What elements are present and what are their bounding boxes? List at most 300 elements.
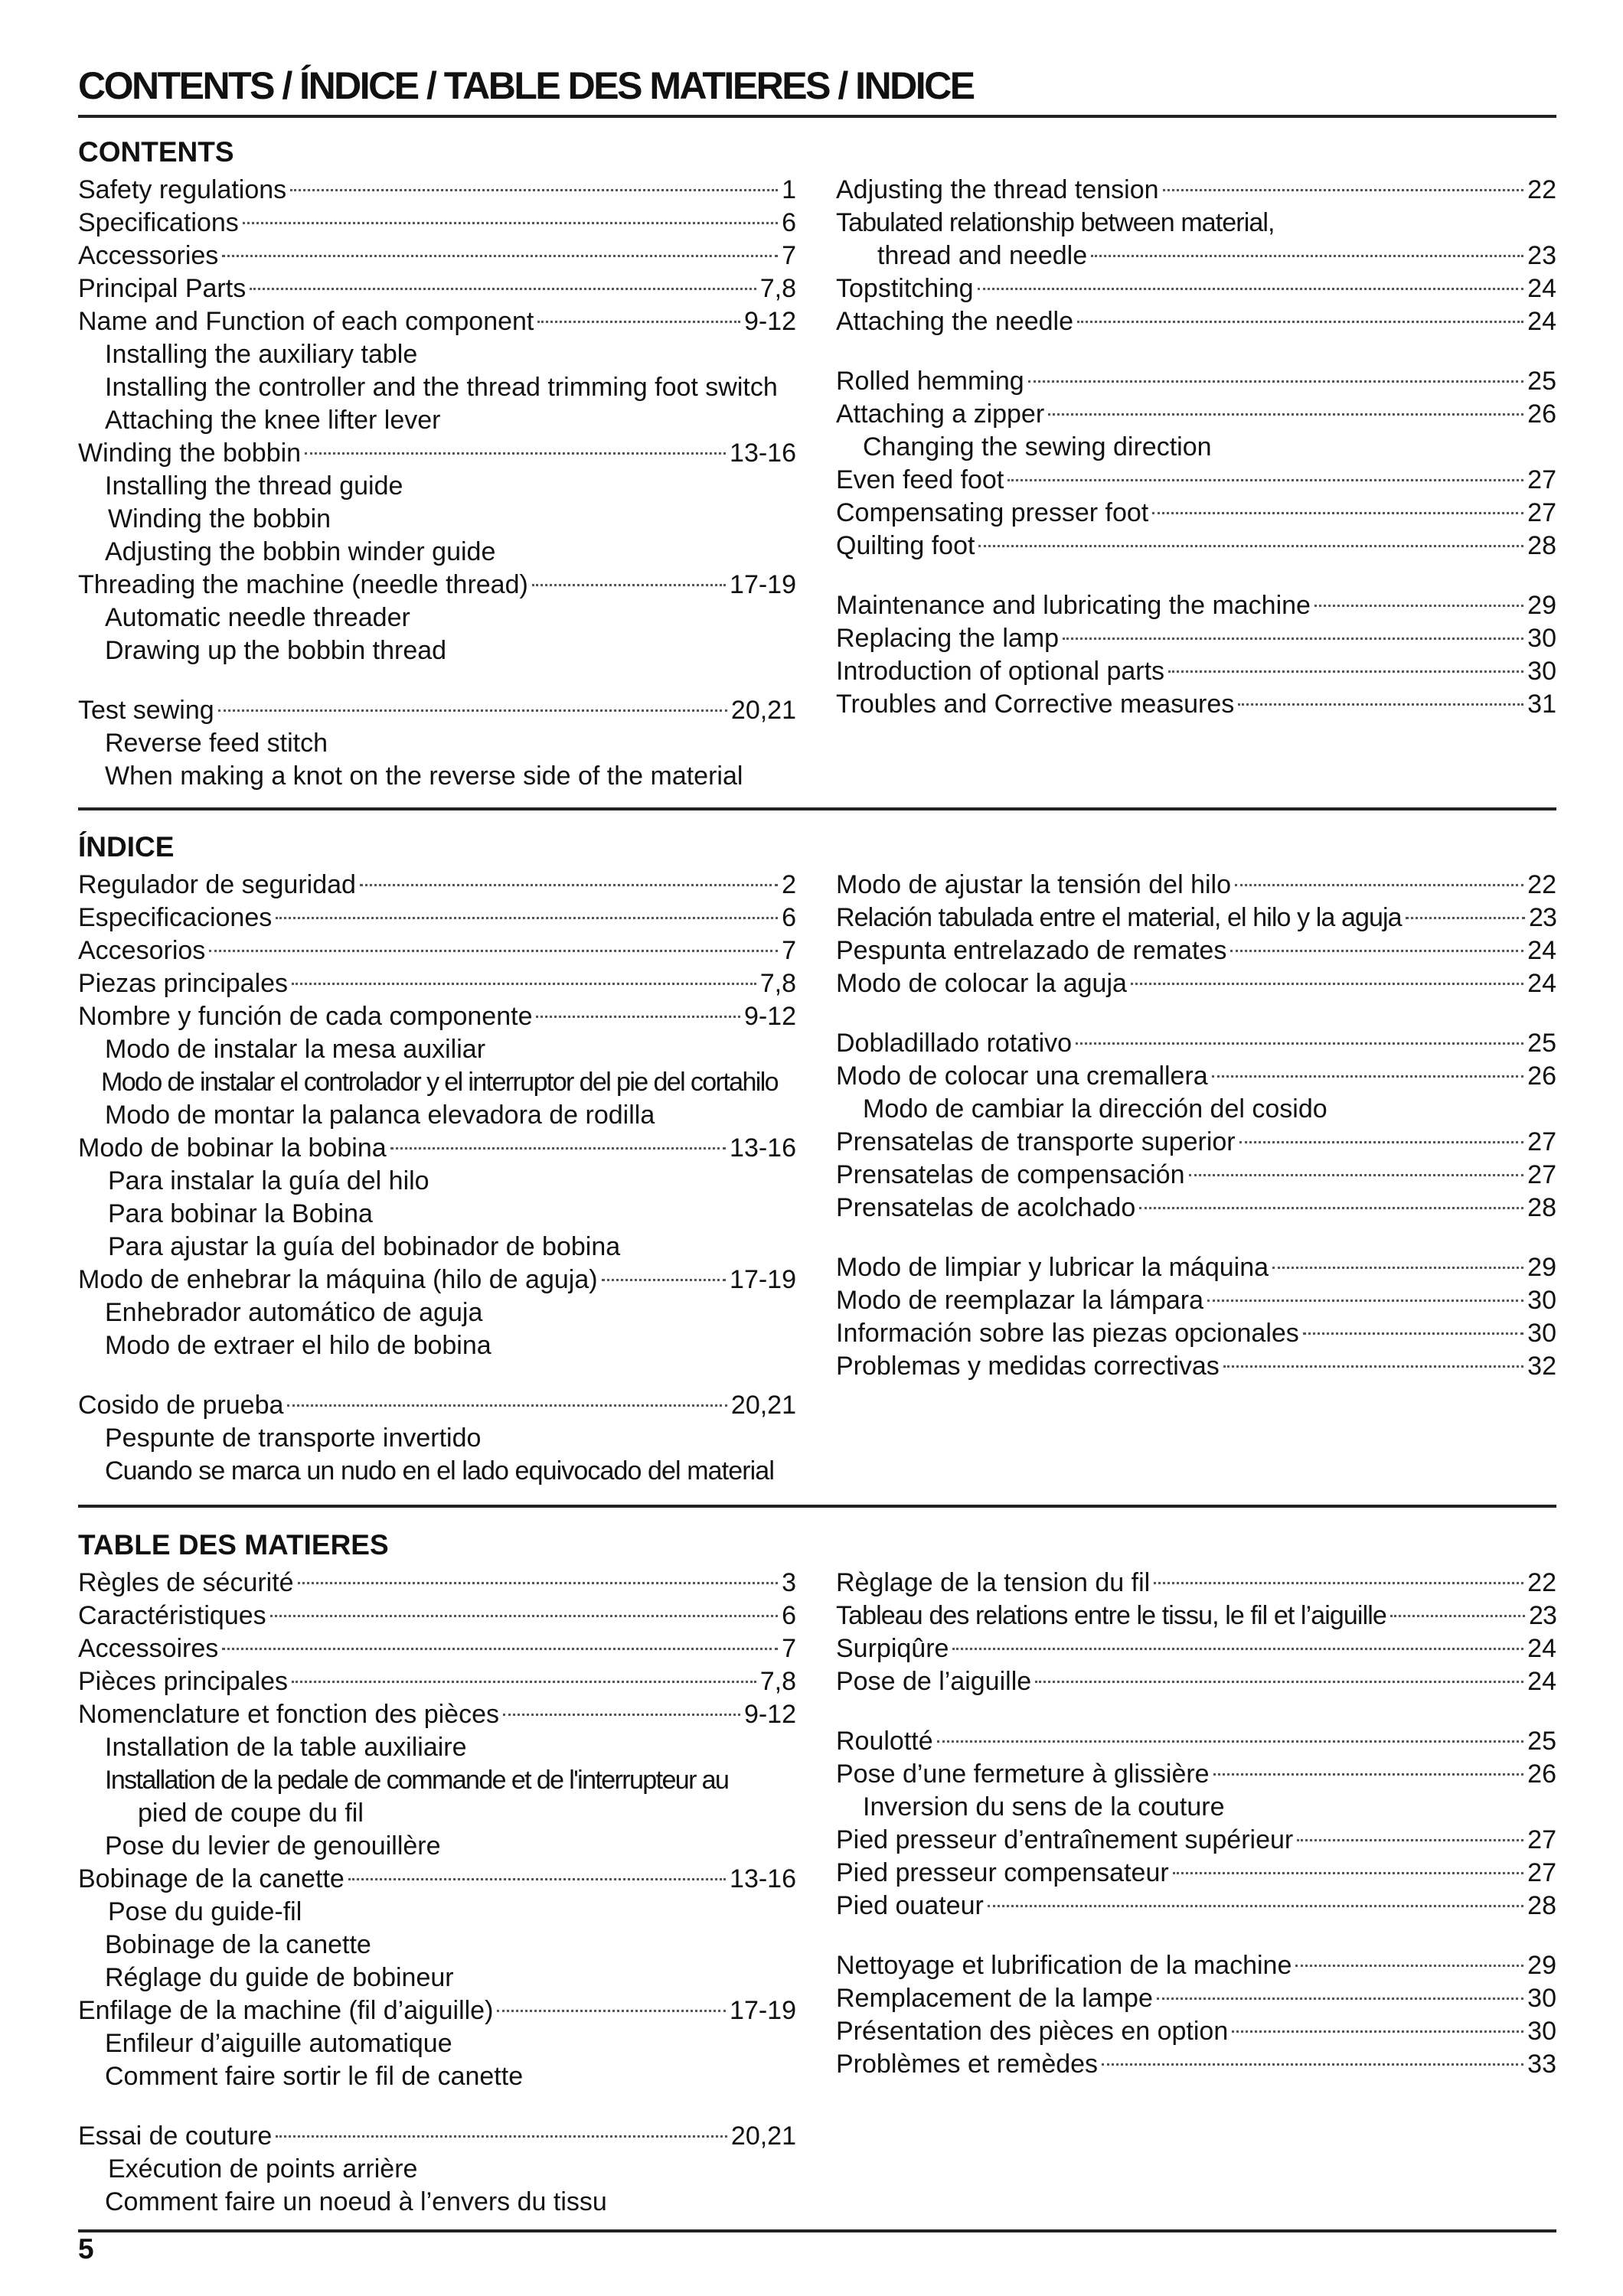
toc-subentry[interactable]: Comment faire un noeud à l’envers du tissu: [105, 2187, 607, 2216]
entry-label: Información sobre las piezas opcionales: [836, 1319, 1299, 1348]
entry-page: 30: [1527, 1286, 1556, 1315]
entry-label: Pespunta entrelazado de remates: [836, 936, 1227, 965]
entry-page: 25: [1527, 1727, 1556, 1756]
toc-entry-optional-parts[interactable]: [836, 655, 1556, 688]
entry-page: 17-19: [730, 570, 796, 599]
entry-page: 27: [1527, 465, 1556, 494]
dot-leader: [390, 1147, 726, 1150]
toc-entry-name-function[interactable]: [78, 1000, 796, 1033]
entry-page: 17-19: [730, 1265, 796, 1294]
dot-leader: [1303, 1332, 1523, 1335]
entry-label: Safety regulations: [78, 175, 287, 204]
entry-page: 9-12: [743, 1002, 796, 1031]
toc-entry-winding[interactable]: [78, 1132, 796, 1165]
dot-leader: [1163, 189, 1524, 191]
entry-page: 24: [1527, 1634, 1556, 1663]
dot-leader: [503, 1714, 740, 1716]
entry-label: Problemas y medidas correctivas: [836, 1352, 1220, 1381]
toc-entry-winding[interactable]: [78, 1863, 796, 1896]
entry-page: 28: [1527, 1193, 1556, 1222]
page-title: CONTENTS / ÍNDICE / TABLE DES MATIERES / INDICE: [78, 64, 974, 107]
toc-subentry[interactable]: Para instalar la guía del hilo: [108, 1166, 429, 1195]
entry-page: 17-19: [730, 1996, 796, 2025]
toc-entry-quilting[interactable]: [836, 1192, 1556, 1225]
dot-leader: [1232, 2030, 1523, 2033]
entry-page: 23: [1528, 1601, 1556, 1630]
toc-entry-specifications[interactable]: [78, 1600, 796, 1632]
entry-page: 9-12: [743, 307, 796, 336]
dot-leader: [1406, 917, 1525, 919]
toc-subentry[interactable]: Installation de la table auxiliaire: [105, 1733, 467, 1762]
entry-label: Tableau des relations entre le tissu, le fil et l’aiguille: [836, 1601, 1386, 1630]
entry-page: 28: [1527, 531, 1556, 560]
contents-left-column: [78, 174, 796, 793]
toc-entry-threading[interactable]: [78, 569, 796, 602]
entry-label: Troubles and Corrective measures: [836, 690, 1235, 719]
entry-label: Modo de reemplazar la lámpara: [836, 1286, 1204, 1315]
entry-page: 7,8: [759, 274, 796, 303]
toc-subentry[interactable]: Modo de extraer el hilo de bobina: [105, 1331, 491, 1360]
entry-page: 20,21: [730, 1391, 796, 1420]
toc-entry-maintenance[interactable]: [836, 1949, 1556, 1982]
toc-entry-even-feed[interactable]: [836, 464, 1556, 497]
dot-leader: [348, 1878, 726, 1880]
toc-subentry[interactable]: Bobinage de la canette: [105, 1930, 371, 1959]
indice-left-column: [78, 869, 796, 1488]
entry-label: Principal Parts: [78, 274, 247, 303]
dot-leader: [978, 545, 1523, 547]
dot-leader: [1035, 1681, 1523, 1683]
toc-entry-even-feed[interactable]: [836, 1126, 1556, 1159]
dot-leader: [537, 321, 740, 323]
entry-page: 7: [782, 936, 796, 965]
toc-entry-quilting[interactable]: [836, 1890, 1556, 1923]
entry-label: Winding the bobbin: [78, 439, 302, 468]
toc-subentry[interactable]: Enhebrador automático de aguja: [105, 1298, 483, 1327]
entry-page: 25: [1527, 367, 1556, 396]
entry-page: 32: [1527, 1352, 1556, 1381]
entry-label: Rolled hemming: [836, 367, 1024, 396]
entry-page: 3: [782, 1568, 796, 1597]
section-rule: [78, 1505, 1556, 1508]
tdm-right-column: [836, 1567, 1556, 2081]
dot-leader: [532, 584, 726, 586]
entry-label: Threading the machine (needle thread): [78, 570, 528, 599]
dot-leader: [1028, 380, 1524, 383]
spacer: [836, 1698, 1556, 1725]
entry-page: 26: [1527, 400, 1556, 429]
contents-right-column: [836, 174, 1556, 721]
entry-label: Nomenclature et fonction des pièces: [78, 1700, 499, 1729]
entry-label: Test sewing: [78, 696, 214, 725]
entry-page: 22: [1527, 870, 1556, 899]
entry-page: 2: [782, 870, 796, 899]
toc-entry-needle[interactable]: [836, 1665, 1556, 1698]
entry-label: Cosido de prueba: [78, 1391, 284, 1420]
toc-entry-thread-tension[interactable]: [836, 1567, 1556, 1600]
entry-page: 31: [1527, 690, 1556, 719]
toc-entry-accessories[interactable]: [78, 1632, 796, 1665]
toc-entry-threading[interactable]: [78, 1264, 796, 1296]
toc-subentry[interactable]: Pose du guide-fil: [108, 1897, 302, 1926]
entry-label: Essai de couture: [78, 2122, 273, 2151]
entry-label: Modo de enhebrar la máquina (hilo de aguja): [78, 1265, 598, 1294]
toc-subentry[interactable]: Exécution de points arrière: [108, 2154, 418, 2183]
dot-leader: [602, 1279, 726, 1281]
dot-leader: [243, 222, 778, 224]
entry-label: Attaching the needle: [836, 307, 1074, 336]
toc-entry-needle[interactable]: [836, 967, 1556, 1000]
toc-entry-test-sewing[interactable]: [78, 1389, 796, 1422]
toc-entry-tabulated-line1[interactable]: Tabulated relationship between material,: [836, 208, 1275, 237]
entry-page: 27: [1527, 1825, 1556, 1854]
dot-leader: [1223, 1365, 1523, 1368]
toc-subentry[interactable]: Installing the auxiliary table: [105, 340, 418, 369]
entry-page: 7,8: [759, 969, 796, 998]
dot-leader: [1189, 1174, 1524, 1176]
section-heading-indice: ÍNDICE: [78, 831, 175, 863]
toc-entry-principal-parts[interactable]: [78, 272, 796, 305]
entry-label: Replacing the lamp: [836, 624, 1060, 653]
entry-label: Maintenance and lubricating the machine: [836, 591, 1311, 620]
toc-entry-tabulated[interactable]: [836, 240, 1556, 272]
entry-page: 6: [782, 903, 796, 932]
dot-leader: [290, 189, 778, 191]
dot-leader: [305, 452, 726, 455]
entry-page: 6: [782, 208, 796, 237]
spacer: [836, 1225, 1556, 1251]
entry-page: 30: [1527, 1319, 1556, 1348]
toc-entry-even-feed[interactable]: [836, 1824, 1556, 1857]
entry-label: Adjusting the thread tension: [836, 175, 1159, 204]
dot-leader: [1207, 1300, 1523, 1302]
entry-label: Modo de colocar la aguja: [836, 969, 1127, 998]
toc-subentry[interactable]: Installation de la pedale de commande et de l'interrupteur au: [105, 1766, 729, 1795]
entry-page: 24: [1527, 307, 1556, 336]
tdm-left-column: [78, 1567, 796, 2219]
entry-page: 13-16: [730, 1864, 796, 1893]
toc-entry-safety[interactable]: [78, 1567, 796, 1600]
dot-leader: [1235, 884, 1523, 886]
toc-entry-test-sewing[interactable]: [78, 694, 796, 727]
dot-leader: [937, 1740, 1524, 1743]
toc-subentry[interactable]: Réglage du guide de bobineur: [105, 1963, 454, 1992]
dot-leader: [276, 2135, 727, 2138]
toc-subentry[interactable]: Pose du levier de genouillère: [105, 1831, 441, 1861]
toc-subentry[interactable]: Cuando se marca un nudo en el lado equivocado del material: [105, 1456, 774, 1486]
page-number: 5: [78, 2233, 94, 2265]
entry-label: Name and Function of each component: [78, 307, 534, 336]
toc-entry-troubles[interactable]: [836, 2048, 1556, 2081]
toc-subentry-continued[interactable]: pied de coupe du fil: [138, 1799, 364, 1828]
entry-page: 6: [782, 1601, 796, 1630]
toc-subentry[interactable]: Enfileur d’aiguille automatique: [105, 2029, 452, 2058]
dot-leader: [1213, 1773, 1524, 1776]
entry-label: Specifications: [78, 208, 239, 237]
entry-page: 26: [1527, 1760, 1556, 1789]
entry-label: Nettoyage et lubrification de la machine: [836, 1951, 1292, 1980]
toc-entry-tabulated[interactable]: [836, 1600, 1556, 1632]
entry-label: Bobinage de la canette: [78, 1864, 345, 1893]
entry-page: 24: [1527, 969, 1556, 998]
toc-entry-needle[interactable]: [836, 305, 1556, 338]
entry-label: Présentation des pièces en option: [836, 2017, 1229, 2046]
entry-label: Relación tabulada entre el material, el hilo y la aguja: [836, 903, 1402, 932]
entry-page: 33: [1527, 2050, 1556, 2079]
title-rule: [78, 115, 1556, 118]
toc-entry-compensating[interactable]: [836, 1857, 1556, 1890]
entry-page: 22: [1527, 175, 1556, 204]
entry-label: Modo de bobinar la bobina: [78, 1133, 387, 1163]
entry-label: Règles de sécurité: [78, 1568, 294, 1597]
toc-subentry[interactable]: Modo de cambiar la dirección del cosido: [863, 1094, 1327, 1124]
dot-leader: [222, 255, 778, 257]
toc-subentry[interactable]: Modo de instalar el controlador y el interruptor del pie del cortahilo: [101, 1068, 778, 1097]
entry-page: 20,21: [730, 2122, 796, 2151]
toc-subentry[interactable]: Drawing up the bobbin thread: [105, 636, 447, 665]
entry-label: thread and needle: [877, 241, 1088, 270]
toc-entry-tabulated[interactable]: [836, 902, 1556, 934]
entry-label: Accesorios: [78, 936, 206, 965]
entry-page: 29: [1527, 1253, 1556, 1282]
toc-entry-topstitching[interactable]: [836, 934, 1556, 967]
toc-subentry[interactable]: Installing the controller and the thread trimming foot switch: [105, 373, 778, 402]
toc-subentry[interactable]: When making a knot on the reverse side of the material: [105, 762, 743, 791]
spacer: [836, 1923, 1556, 1949]
toc-subentry[interactable]: Automatic needle threader: [105, 603, 410, 632]
entry-label: Roulotté: [836, 1727, 933, 1756]
spacer: [78, 1362, 796, 1389]
section-heading-contents: CONTENTS: [78, 136, 234, 168]
entry-page: 30: [1527, 624, 1556, 653]
entry-label: Problèmes et remèdes: [836, 2050, 1099, 2079]
entry-label: Attaching a zipper: [836, 400, 1045, 429]
dot-leader: [270, 1615, 778, 1617]
entry-page: 30: [1527, 2017, 1556, 2046]
spacer: [836, 1000, 1556, 1027]
entry-label: Pied ouateur: [836, 1891, 984, 1920]
toc-entry-thread-tension[interactable]: [836, 174, 1556, 207]
dot-leader: [1063, 638, 1523, 640]
toc-subentry[interactable]: Changing the sewing direction: [863, 432, 1212, 461]
dot-leader: [1154, 1582, 1523, 1584]
entry-page: 26: [1527, 1062, 1556, 1091]
dot-leader: [1314, 605, 1523, 607]
dot-leader: [978, 288, 1524, 290]
entry-label: Especificaciones: [78, 903, 273, 932]
entry-label: Règlage de la tension du fil: [836, 1568, 1151, 1597]
toc-entry-troubles[interactable]: [836, 1350, 1556, 1383]
toc-subentry[interactable]: Para ajustar la guía del bobinador de bobina: [108, 1232, 621, 1261]
toc-entry-zipper[interactable]: [836, 1060, 1556, 1093]
entry-label: Prensatelas de compensación: [836, 1160, 1185, 1189]
entry-page: 24: [1527, 1667, 1556, 1696]
dot-leader: [298, 1582, 778, 1584]
dot-leader: [292, 983, 756, 985]
entry-page: 24: [1527, 274, 1556, 303]
toc-entry-lamp[interactable]: [836, 1284, 1556, 1317]
toc-entry-winding[interactable]: [78, 437, 796, 470]
indice-right-column: [836, 869, 1556, 1383]
dot-leader: [1297, 1839, 1523, 1841]
spacer: [78, 667, 796, 694]
toc-entry-topstitching[interactable]: [836, 1632, 1556, 1665]
dot-leader: [1157, 1998, 1523, 2000]
entry-label: Pied presseur compensateur: [836, 1858, 1169, 1887]
toc-entry-compensating[interactable]: [836, 497, 1556, 530]
toc-entry-accessories[interactable]: [78, 934, 796, 967]
toc-subentry[interactable]: Adjusting the bobbin winder guide: [105, 537, 496, 566]
entry-label: Pied presseur d’entraînement supérieur: [836, 1825, 1294, 1854]
entry-label: Modo de colocar una cremallera: [836, 1062, 1208, 1091]
toc-subentry[interactable]: Installing the thread guide: [105, 471, 403, 501]
dot-leader: [952, 1648, 1523, 1650]
toc-entry-test-sewing[interactable]: [78, 2120, 796, 2153]
toc-entry-accessories[interactable]: [78, 240, 796, 272]
toc-entry-safety[interactable]: [78, 174, 796, 207]
dot-leader: [1238, 703, 1523, 706]
toc-entry-principal-parts[interactable]: [78, 967, 796, 1000]
toc-entry-compensating[interactable]: [836, 1159, 1556, 1192]
entry-page: 9-12: [743, 1700, 796, 1729]
dot-leader: [1239, 1141, 1524, 1143]
toc-entry-threading[interactable]: [78, 1994, 796, 2027]
spacer: [78, 2093, 796, 2120]
entry-label: Remplacement de la lampe: [836, 1984, 1153, 2013]
entry-page: 7: [782, 1634, 796, 1663]
toc-entry-specifications[interactable]: [78, 902, 796, 934]
entry-label: Even feed foot: [836, 465, 1004, 494]
section-heading-table-des-matieres: TABLE DES MATIERES: [78, 1529, 389, 1561]
dot-leader: [1272, 1267, 1523, 1269]
toc-subentry[interactable]: Pespunte de transporte invertido: [105, 1424, 482, 1453]
entry-page: 13-16: [730, 439, 796, 468]
dot-leader: [292, 1681, 756, 1683]
toc-entry-rolled-hemming[interactable]: [836, 1725, 1556, 1758]
entry-label: Accessoires: [78, 1634, 219, 1663]
toc-entry-thread-tension[interactable]: [836, 869, 1556, 902]
dot-leader: [360, 884, 778, 886]
entry-label: Accessories: [78, 241, 219, 270]
toc-entry-rolled-hemming[interactable]: [836, 365, 1556, 398]
entry-label: Quilting foot: [836, 531, 975, 560]
entry-page: 27: [1527, 1127, 1556, 1156]
entry-label: Enfilage de la machine (fil d’aiguille): [78, 1996, 494, 2025]
entry-label: Introduction of optional parts: [836, 657, 1165, 686]
entry-label: Nombre y función de cada componente: [78, 1002, 533, 1031]
entry-page: 27: [1527, 1160, 1556, 1189]
entry-label: Pose d’une fermeture à glissière: [836, 1760, 1210, 1789]
dot-leader: [209, 950, 778, 952]
dot-leader: [1102, 2063, 1523, 2066]
toc-entry-rolled-hemming[interactable]: [836, 1027, 1556, 1060]
entry-page: 7: [782, 241, 796, 270]
dot-leader: [222, 1648, 778, 1650]
toc-entry-principal-parts[interactable]: [78, 1665, 796, 1698]
dot-leader: [497, 2010, 726, 2012]
toc-subentry[interactable]: Modo de instalar la mesa auxiliar: [105, 1035, 486, 1064]
entry-label: Topstitching: [836, 274, 974, 303]
toc-entry-zipper[interactable]: [836, 398, 1556, 431]
toc-entry-quilting[interactable]: [836, 530, 1556, 563]
dot-leader: [1048, 413, 1523, 416]
toc-subentry[interactable]: Inversion du sens de la couture: [863, 1792, 1225, 1821]
toc-subentry[interactable]: Para bobinar la Bobina: [108, 1199, 373, 1228]
entry-page: 29: [1527, 1951, 1556, 1980]
entry-page: 13-16: [730, 1133, 796, 1163]
toc-entry-specifications[interactable]: [78, 207, 796, 240]
entry-page: 25: [1527, 1029, 1556, 1058]
entry-label: Pose de l’aiguille: [836, 1667, 1032, 1696]
toc-entry-lamp[interactable]: [836, 622, 1556, 655]
entry-page: 28: [1527, 1891, 1556, 1920]
entry-label: Dobladillado rotativo: [836, 1029, 1073, 1058]
entry-page: 20,21: [730, 696, 796, 725]
toc-entry-maintenance[interactable]: [836, 589, 1556, 622]
entry-label: Prensatelas de transporte superior: [836, 1127, 1236, 1156]
dot-leader: [1390, 1615, 1525, 1617]
entry-page: 27: [1527, 1858, 1556, 1887]
toc-entry-optional-parts[interactable]: [836, 2015, 1556, 2048]
dot-leader: [276, 917, 778, 919]
toc-entry-name-function[interactable]: [78, 305, 796, 338]
dot-leader: [1173, 1872, 1523, 1874]
toc-subentry[interactable]: Reverse feed stitch: [105, 729, 328, 758]
entry-label: Compensating presser foot: [836, 498, 1149, 527]
entry-page: 22: [1527, 1568, 1556, 1597]
entry-label: Modo de ajustar la tensión del hilo: [836, 870, 1231, 899]
spacer: [836, 563, 1556, 589]
toc-subentry[interactable]: Winding the bobbin: [108, 504, 331, 533]
dot-leader: [287, 1404, 727, 1407]
dot-leader: [1077, 321, 1523, 323]
toc-entry-optional-parts[interactable]: [836, 1317, 1556, 1350]
dot-leader: [250, 288, 756, 290]
section-rule: [78, 807, 1556, 810]
entry-page: 29: [1527, 591, 1556, 620]
entry-label: Prensatelas de acolchado: [836, 1193, 1136, 1222]
entry-label: Regulador de seguridad: [78, 870, 356, 899]
entry-label: Piezas principales: [78, 969, 289, 998]
toc-entry-zipper[interactable]: [836, 1758, 1556, 1791]
toc-entry-safety[interactable]: [78, 869, 796, 902]
dot-leader: [988, 1905, 1523, 1907]
dot-leader: [1295, 1965, 1523, 1967]
toc-entry-name-function[interactable]: [78, 1698, 796, 1731]
toc-entry-maintenance[interactable]: [836, 1251, 1556, 1284]
entry-page: 24: [1527, 936, 1556, 965]
dot-leader: [1091, 255, 1523, 257]
entry-page: 23: [1527, 241, 1556, 270]
toc-entry-lamp[interactable]: [836, 1982, 1556, 2015]
dot-leader: [1212, 1075, 1523, 1078]
entry-page: 30: [1527, 1984, 1556, 2013]
toc-subentry[interactable]: Comment faire sortir le fil de canette: [105, 2062, 524, 2091]
entry-page: 27: [1527, 498, 1556, 527]
dot-leader: [1076, 1042, 1523, 1045]
spacer: [836, 338, 1556, 365]
toc-subentry[interactable]: Attaching the knee lifter lever: [105, 406, 441, 435]
toc-subentry[interactable]: Modo de montar la palanca elevadora de rodilla: [105, 1101, 655, 1130]
toc-entry-topstitching[interactable]: [836, 272, 1556, 305]
toc-entry-troubles[interactable]: [836, 688, 1556, 721]
entry-label: Caractéristiques: [78, 1601, 266, 1630]
entry-label: Pièces principales: [78, 1667, 289, 1696]
entry-label: Modo de limpiar y lubricar la máquina: [836, 1253, 1269, 1282]
dot-leader: [218, 709, 727, 712]
dot-leader: [1230, 950, 1523, 952]
footer-rule: [78, 2229, 1556, 2232]
